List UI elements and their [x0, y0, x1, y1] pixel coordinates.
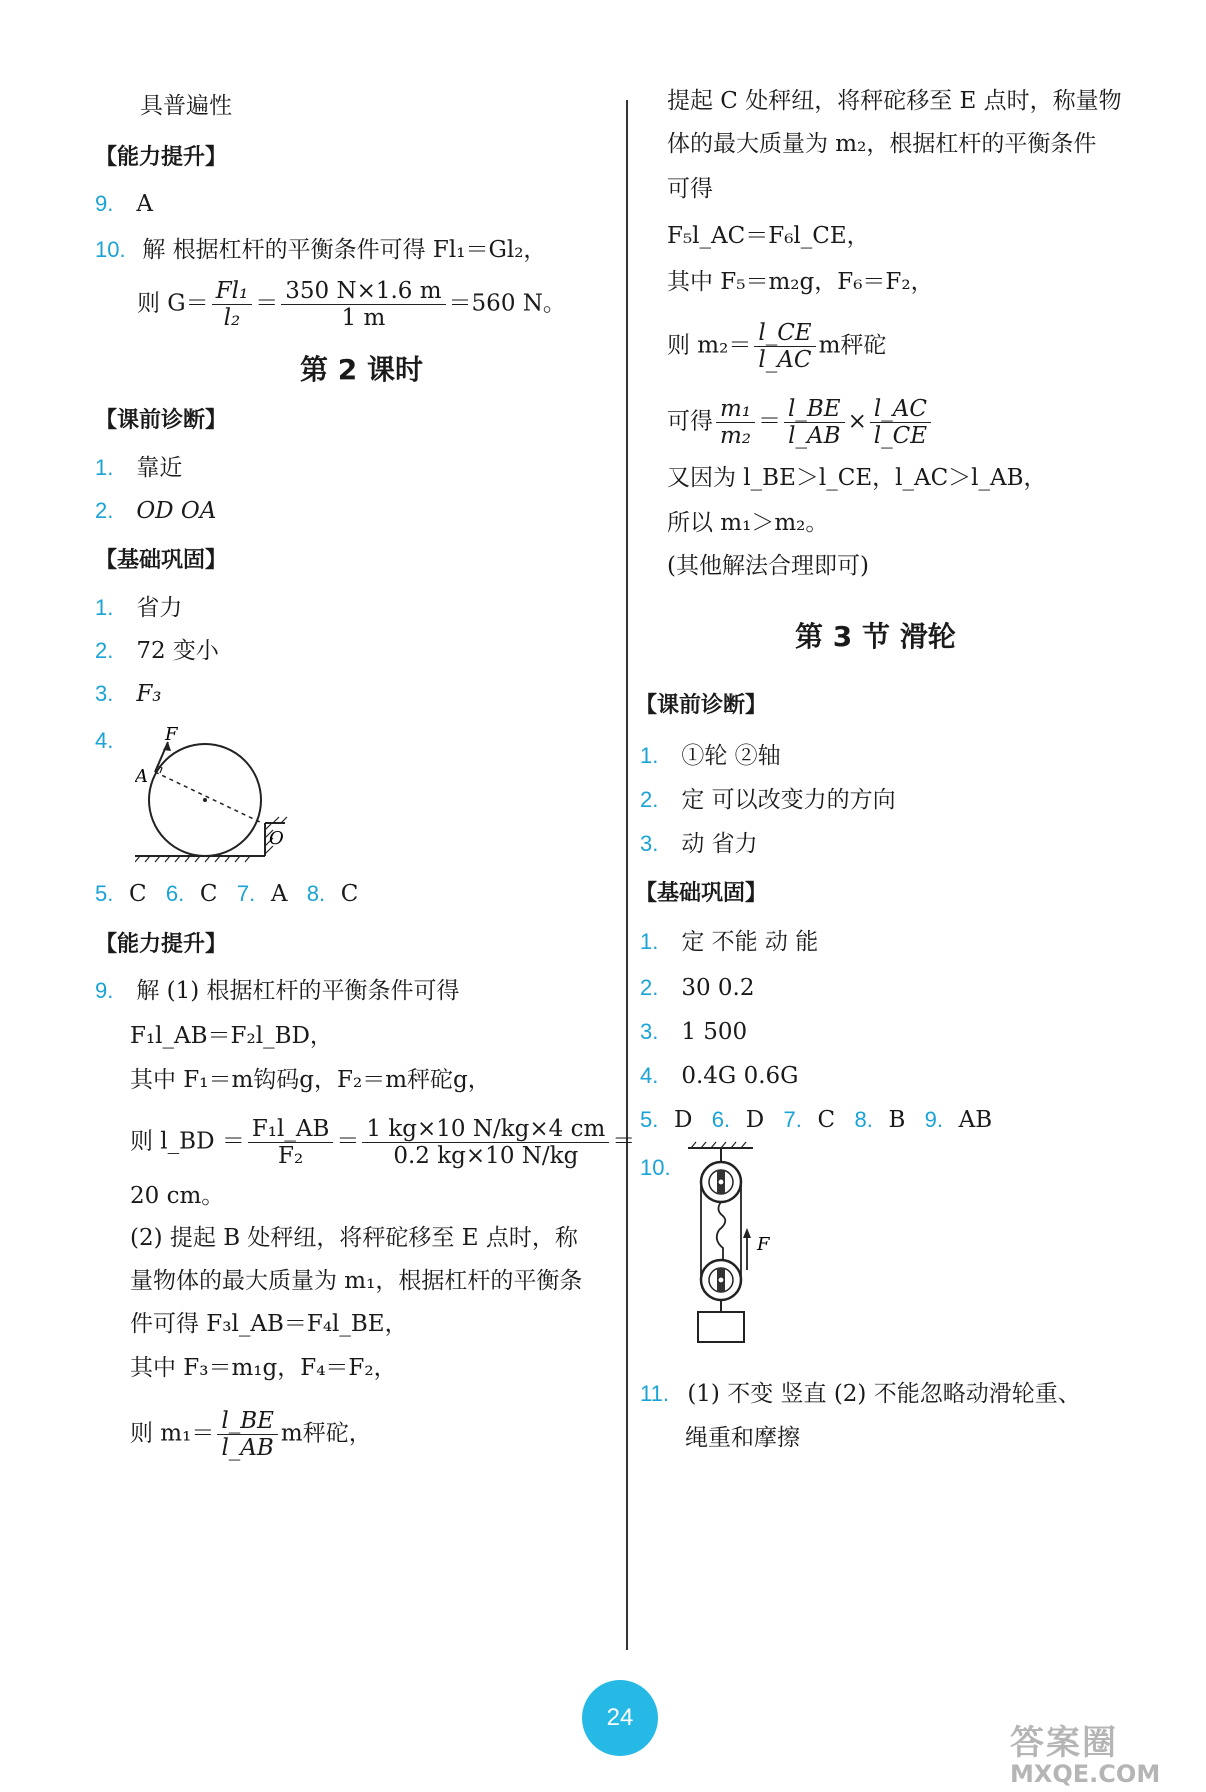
pivot-label: O	[269, 828, 284, 849]
question-number: 2.	[640, 975, 659, 1000]
answer-text: 1 500	[681, 1019, 748, 1045]
answer-text: 30 0.2	[681, 975, 755, 1001]
question-number: 4.	[640, 1063, 659, 1088]
denominator: l₂	[223, 305, 241, 331]
numerator: l_AC	[870, 396, 931, 423]
section-heading: 【课前诊断】	[95, 408, 228, 433]
answer-item	[640, 926, 818, 958]
question-number: 1.	[640, 743, 659, 768]
question-number: 7.	[236, 881, 256, 906]
equation-prefix: 则 l_BD ＝	[130, 1128, 245, 1155]
text-line: 件可得 F₃l_AB＝F₄l_BE，	[130, 1311, 408, 1337]
point-label: A	[135, 766, 148, 787]
answer-item	[640, 1152, 674, 1184]
equals-sign: ＝	[758, 408, 782, 435]
equation-suffix: ＝560 N。	[448, 290, 566, 317]
answer-item	[640, 1016, 747, 1048]
pulley-system-figure	[683, 1140, 793, 1345]
equation	[130, 1408, 372, 1461]
fraction	[217, 1408, 278, 1461]
watermark-title: 答案圈	[1010, 1723, 1118, 1763]
answer-text: 0.4G 0.6G	[681, 1063, 799, 1089]
section-heading: 【基础巩固】	[95, 548, 228, 573]
answer-text: (1) 不变 竖直 (2) 不能忽略动滑轮重、	[687, 1381, 1081, 1407]
question-number: 3.	[640, 1019, 659, 1044]
answer-text: A	[136, 191, 153, 217]
times-sign: ×	[847, 408, 867, 435]
fraction	[870, 396, 931, 449]
answer-text: ①轮 ②轴	[681, 743, 781, 769]
question-number: 10.	[640, 1155, 671, 1180]
answer-text: C	[199, 881, 218, 907]
answer-item	[95, 234, 546, 266]
answer-text: 靠近	[136, 455, 183, 481]
text-line: 其中 F₅＝m₂g，F₆＝F₂，	[667, 269, 934, 295]
equation-prefix: 则 m₁＝	[130, 1420, 215, 1447]
question-number: 1.	[95, 595, 114, 620]
equation: 则 G＝ $\frac{\text{Fl₁}}{\text{l₂}}$ ＝ $\frac{350 N\times 1.6 m}{1 m}$ ＝560 N。	[137, 278, 566, 331]
text-line: 20 cm。	[130, 1183, 225, 1209]
watermark-logo	[1010, 1715, 1160, 1788]
answer-item	[640, 828, 758, 860]
answer-text: C	[817, 1107, 836, 1133]
fraction	[248, 1116, 334, 1169]
answer-text: D	[745, 1107, 765, 1133]
multiple-choice-row	[640, 1104, 992, 1136]
answer-item	[95, 452, 182, 484]
text-line: 所以 m₁＞m₂。	[667, 510, 829, 536]
page-number-badge: 24	[582, 1680, 658, 1756]
question-number: 9.	[95, 191, 114, 216]
text-line: 量物体的最大质量为 m₁，根据杠杆的平衡条	[130, 1268, 583, 1294]
answer-item	[640, 1378, 1081, 1410]
answer-item	[95, 725, 129, 757]
multiple-choice-row	[95, 878, 358, 910]
question-number: 2.	[95, 638, 114, 663]
question-number: 3.	[95, 681, 114, 706]
fraction	[716, 396, 755, 449]
text-line: 具普遍性	[140, 93, 232, 119]
fraction	[754, 320, 815, 373]
answer-item	[95, 495, 216, 527]
answer-item	[95, 592, 182, 624]
answer-text: D	[674, 1107, 693, 1133]
lesson-title: 第 2 课时	[300, 353, 423, 386]
equation-prefix: 则 G＝	[137, 290, 209, 317]
column-divider	[626, 100, 628, 1650]
fraction	[212, 278, 253, 331]
equation-suffix: m秤砣	[818, 332, 887, 359]
text-line: 体的最大质量为 m₂，根据杠杆的平衡条件	[667, 131, 1097, 157]
fraction	[281, 278, 445, 331]
text-line: F₅l_AC＝F₆l_CE，	[667, 223, 870, 249]
fraction	[362, 1116, 609, 1169]
answer-text: 动 省力	[681, 831, 758, 857]
numerator: 350 N×1.6 m	[281, 278, 445, 305]
question-number: 9.	[924, 1107, 944, 1132]
question-number: 11.	[640, 1381, 669, 1406]
text-line: 又因为 l_BE＞l_CE，l_AC＞l_AB，	[667, 465, 1047, 491]
denominator: F₂	[278, 1143, 304, 1169]
answer-text: F₃	[136, 681, 162, 707]
answer-text: 省力	[136, 595, 183, 621]
denominator: l_CE	[873, 423, 928, 449]
watermark-url: MXQE.COM	[1010, 1760, 1161, 1788]
answer-item	[640, 972, 754, 1004]
text-line: 其中 F₃＝m₁g，F₄＝F₂，	[130, 1355, 397, 1381]
denominator: m₂	[720, 423, 752, 449]
question-number: 7.	[783, 1107, 802, 1132]
answer-item	[95, 188, 153, 220]
numerator: m₁	[716, 396, 755, 423]
denominator: l_AB	[221, 1435, 274, 1461]
text-line: 可得	[667, 176, 713, 202]
equation-suffix: ＝	[612, 1128, 636, 1155]
numerator: F₁l_AB	[248, 1116, 334, 1143]
question-number: 1.	[95, 455, 114, 480]
answer-text: 72 变小	[136, 638, 219, 664]
fraction	[784, 396, 845, 449]
section-heading: 【课前诊断】	[635, 693, 768, 718]
section-title: 第 3 节 滑轮	[795, 620, 956, 653]
question-number: 5.	[95, 881, 114, 906]
text-line: 其中 F₁＝m钩码g，F₂＝m秤砣g，	[130, 1067, 491, 1093]
question-number: 1.	[640, 929, 659, 954]
force-label: F	[165, 724, 178, 745]
answer-item	[640, 740, 781, 772]
numerator: l_CE	[754, 320, 815, 347]
text-line: 提起 C 处秤纽，将秤砣移至 E 点时，称量物	[667, 88, 1122, 114]
denominator: l_AB	[788, 423, 841, 449]
question-number: 6.	[711, 1107, 731, 1132]
question-number: 5.	[640, 1107, 659, 1132]
answer-text: A	[270, 881, 288, 907]
answer-item	[640, 1060, 799, 1092]
text-line: F₁l_AB＝F₂l_BD，	[130, 1023, 333, 1049]
numerator: l_BE	[784, 396, 845, 423]
question-number: 2.	[95, 498, 114, 523]
force-label: F	[757, 1234, 770, 1255]
answer-text: OD OA	[136, 498, 217, 524]
equation-prefix: 则 m₂＝	[667, 332, 752, 359]
numerator: Fl₁	[212, 278, 253, 305]
equation	[667, 396, 934, 449]
question-number: 3.	[640, 831, 659, 856]
answer-text: AB	[958, 1107, 993, 1133]
answer-text: C	[340, 881, 359, 907]
question-number: 2.	[640, 787, 659, 812]
denominator: 0.2 kg×10 N/kg	[393, 1143, 579, 1169]
answer-item	[640, 784, 896, 816]
question-number: 4.	[95, 728, 114, 753]
equation: 则 l_BD ＝ $\frac{\text{F₁l\_AB}}{\text{F₂}}$ ＝ $\frac{1 kg\times 10 N/kg\times 4 cm}{0.2 kg\times 10 N/kg}$ ＝	[130, 1116, 636, 1169]
denominator: l_AC	[758, 347, 812, 373]
denominator: 1 m	[341, 305, 386, 331]
numerator: 1 kg×10 N/kg×4 cm	[362, 1116, 609, 1143]
equation	[667, 320, 886, 373]
answer-text: 解 (1) 根据杠杆的平衡条件可得	[136, 978, 460, 1004]
answer-text: 定 可以改变力的方向	[681, 787, 896, 813]
text-line: (2) 提起 B 处秤纽，将秤砣移至 E 点时，称	[130, 1225, 578, 1251]
answer-text: C	[129, 881, 147, 907]
answer-text: 解 根据杠杆的平衡条件可得 Fl₁＝Gl₂，	[142, 237, 547, 263]
equation-suffix: m秤砣，	[280, 1420, 372, 1447]
equation-prefix: 可得	[667, 408, 713, 435]
question-number: 8.	[854, 1107, 873, 1132]
answer-text: B	[888, 1107, 906, 1133]
question-number: 10.	[95, 237, 126, 262]
question-number: 6.	[165, 881, 185, 906]
wheel-lever-figure	[135, 720, 315, 865]
question-number: 8.	[306, 881, 326, 906]
answer-item	[95, 635, 219, 667]
section-heading: 【能力提升】	[95, 932, 228, 957]
answer-item	[95, 975, 460, 1007]
answer-item	[95, 678, 162, 710]
text-line: 绳重和摩擦	[685, 1425, 800, 1451]
answer-text: 定 不能 动 能	[681, 929, 819, 955]
question-number: 9.	[95, 978, 114, 1003]
text-line: (其他解法合理即可)	[667, 553, 869, 579]
numerator: l_BE	[217, 1408, 278, 1435]
section-heading: 【基础巩固】	[635, 881, 768, 906]
section-heading: 【能力提升】	[95, 145, 228, 170]
